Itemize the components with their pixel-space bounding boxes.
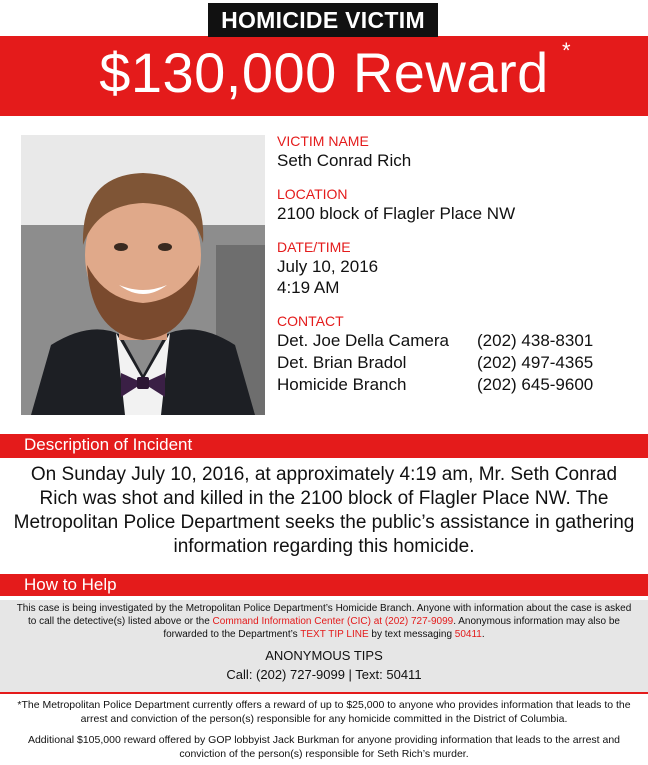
help-text-part: by text messaging — [368, 629, 455, 640]
contact-phone[interactable]: (202) 497-4365 — [477, 353, 594, 372]
description-bar — [0, 434, 648, 456]
time-value: 4:19 AM — [277, 278, 340, 297]
description-heading: Description of Incident — [12, 434, 204, 456]
victim-name-label: VICTIM NAME — [277, 133, 369, 149]
contact-name: Homicide Branch — [277, 375, 407, 394]
help-text-part: . — [481, 629, 485, 640]
homicide-victim-tag: HOMICIDE VICTIM — [208, 3, 438, 37]
contact-row — [277, 374, 637, 396]
portrait-illustration — [21, 135, 265, 415]
reward-asterisk: * — [562, 38, 571, 63]
help-text-part: This case is being investigated by the Metropolitan Police Department’s Homicide Branch. Anyone with information about the case is asked to call the detective(s) listed above or the — [16, 603, 632, 627]
reward-footnote: *The Metropolitan Police Department currently offers a reward of up to $25,000 to anyone who provides information that leads to the arrest and conviction of the person(s) responsible for any homicide committed in the District of Columbia. — [17, 699, 631, 725]
help-heading: How to Help — [12, 574, 129, 596]
help-instructions — [14, 602, 634, 641]
datetime-block — [277, 238, 637, 298]
reward-amount: $130,000 Reward — [99, 41, 549, 104]
contact-name: Det. Joe Della Camera — [277, 331, 449, 350]
victim-info — [277, 132, 637, 410]
incident-description: On Sunday July 10, 2016, at approximately 4:19 am, Mr. Seth Conrad Rich was shot and killed in the 2100 block of Flagler Place NW. The Metropolitan Police Department seeks the public’s assistance in gathering information regarding this homicide. — [13, 464, 635, 557]
contact-name: Det. Brian Bradol — [277, 353, 407, 372]
anonymous-tips-title: ANONYMOUS TIPS — [265, 648, 383, 663]
datetime-label: DATE/TIME — [277, 239, 351, 255]
help-text-part: . Anonymous information may also be forwarded to the Department’s — [163, 616, 620, 640]
contact-row — [277, 330, 637, 352]
contact-phone[interactable]: (202) 438-8301 — [477, 331, 594, 350]
text-tip-line-link[interactable]: TEXT TIP LINE — [300, 629, 369, 640]
help-bar — [0, 574, 648, 596]
anonymous-tips-line: Call: (202) 727-9099 | Text: 50411 — [226, 667, 422, 682]
location-label: LOCATION — [277, 186, 348, 202]
contact-phone[interactable]: (202) 645-9600 — [477, 375, 594, 394]
victim-name-block — [277, 132, 637, 171]
footer-divider — [0, 692, 648, 694]
text-number-link[interactable]: 50411 — [454, 629, 482, 640]
location-value: 2100 block of Flagler Place NW — [277, 204, 516, 223]
poster-header — [0, 0, 648, 116]
additional-reward-note: Additional $105,000 reward offered by GOP lobbyist Jack Burkman for anyone providing information that leads to the arrest and conviction of the person(s) responsible for Seth Rich’s murder. — [27, 734, 621, 760]
location-block — [277, 185, 637, 224]
victim-photo — [21, 135, 265, 415]
contact-row — [277, 352, 637, 374]
cic-phone-link[interactable]: Command Information Center (CIC) at (202) 727-9099 — [212, 616, 454, 627]
contact-label: CONTACT — [277, 313, 344, 329]
description-divider — [0, 456, 648, 458]
contact-block — [277, 312, 637, 396]
date-value: July 10, 2016 — [277, 257, 379, 276]
victim-name: Seth Conrad Rich — [277, 151, 412, 170]
